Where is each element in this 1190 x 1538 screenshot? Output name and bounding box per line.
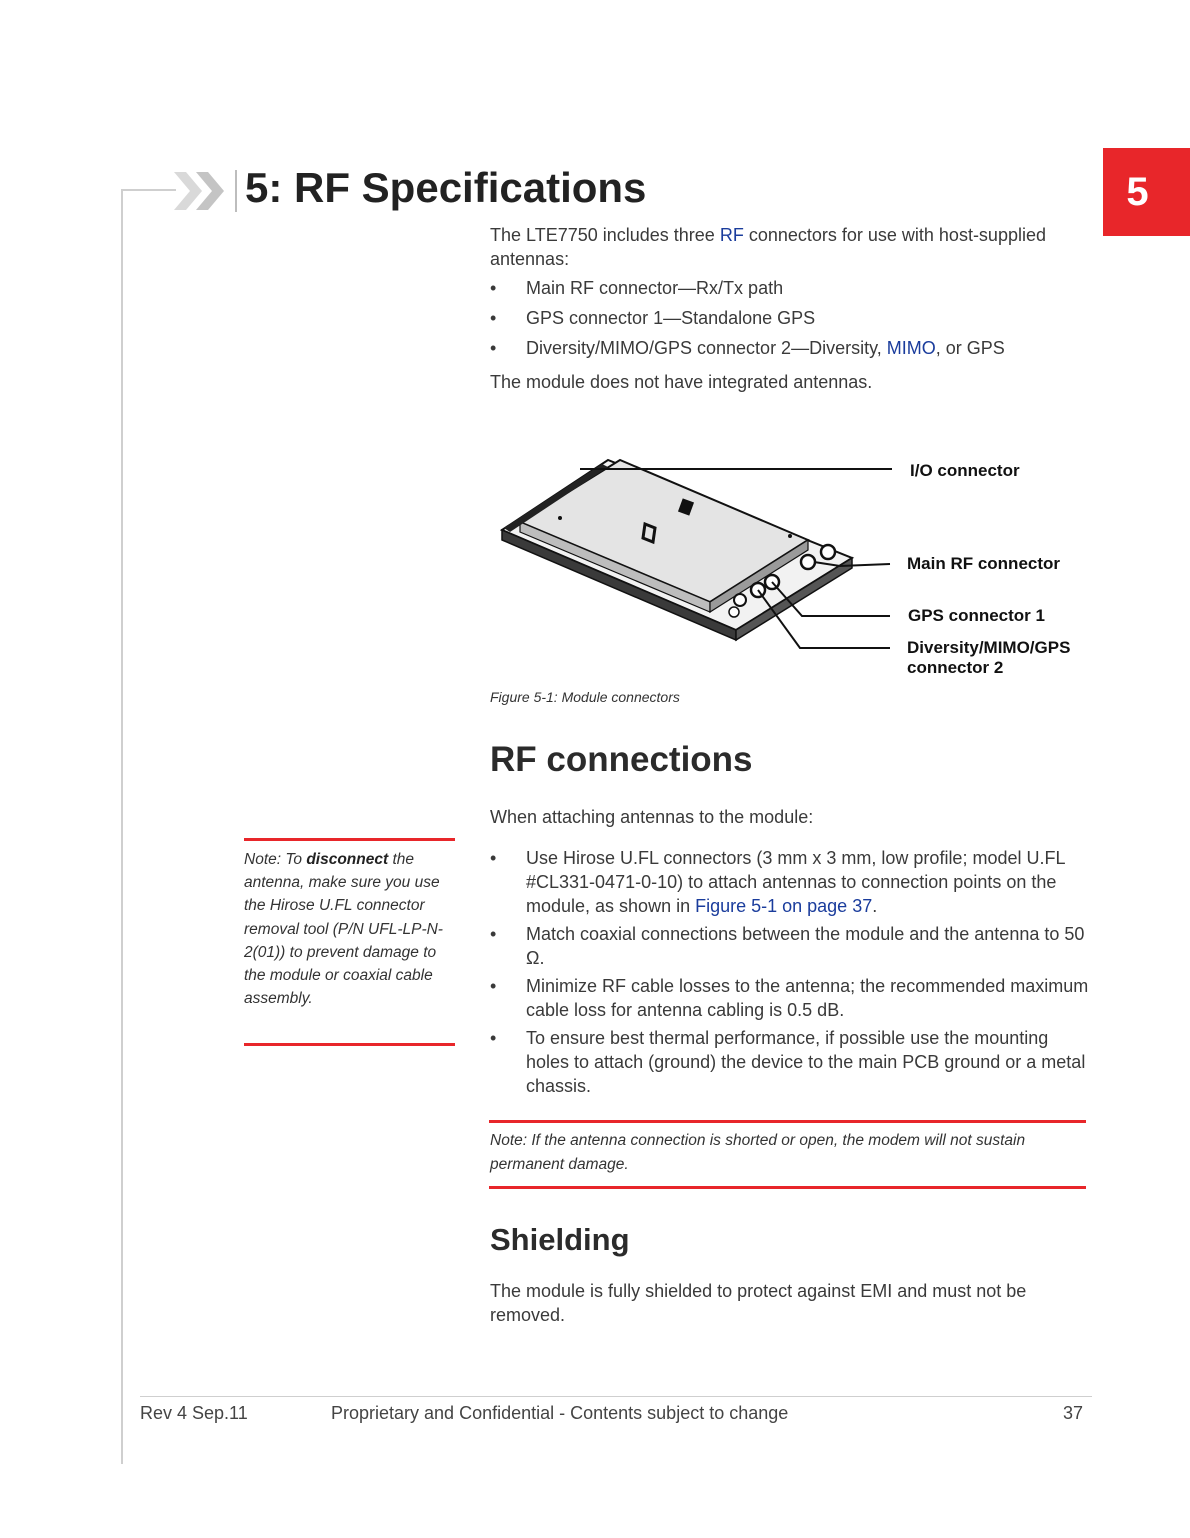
product-name: LTE7750 <box>526 225 598 245</box>
footer-rule <box>140 1396 1092 1397</box>
footer-revision: Rev 4 Sep.11 <box>140 1403 248 1423</box>
intro-paragraph <box>490 223 1090 271</box>
rf-connections-intro: When attaching antennas to the module: <box>490 807 814 827</box>
side-note <box>244 848 454 1010</box>
rf-connections-heading: RF connections <box>490 740 753 779</box>
note-top-rule <box>489 1120 1086 1123</box>
module-connectors-figure <box>490 440 1090 690</box>
gps-connector-1-callout: GPS connector 1 <box>908 606 1045 625</box>
list-item: • Match coaxial connections between the module and the antenna to 50 Ω. <box>490 922 1090 970</box>
note-text: the antenna, make sure you use the Hirose U.FL connector removal tool (P/N UFL-LP-N-2(01)) to prevent damage to the module or coaxial cable assembly. <box>244 851 443 1008</box>
intro-text: connectors for use with host-supplied antennas: <box>490 225 1046 269</box>
note-emphasis: disconnect <box>306 851 389 868</box>
note-text: Note: To <box>244 851 307 868</box>
shielding-paragraph: The module is fully shielded to protect against EMI and must not be removed. <box>490 1281 1027 1325</box>
list-item-text: , or GPS <box>935 338 1005 358</box>
list-item-text: Use Hirose U.FL connectors (3 mm x 3 mm, low profile; model U.FL #CL331-0471-0-10) to attach antennas to connection points on the module, as shown in <box>526 848 1065 916</box>
chapter-number-tab: 5 <box>1103 148 1190 236</box>
side-note-bottom-rule <box>244 1043 455 1046</box>
double-chevron-icon <box>172 168 232 214</box>
main-rf-connector-callout: Main RF connector <box>907 554 1061 573</box>
title-separator <box>235 170 237 212</box>
no-antenna-paragraph: The module does not have integrated antennas. <box>490 372 873 392</box>
list-item <box>490 336 1090 360</box>
rf-glossary-link[interactable]: RF <box>719 225 744 245</box>
list-item: • GPS connector 1—Standalone GPS <box>490 306 1090 330</box>
mimo-glossary-link[interactable]: MIMO <box>886 338 936 358</box>
connector-list <box>490 276 1090 366</box>
list-item-text: Diversity/MIMO/GPS connector 2—Diversity, <box>526 338 887 358</box>
side-note-top-rule <box>244 838 455 841</box>
figure-reference-link[interactable]: Figure 5-1 on page 37 <box>695 896 873 916</box>
page-number: 37 <box>1063 1403 1084 1423</box>
callout-line: connector 2 <box>907 658 1004 677</box>
list-item: • To ensure best thermal performance, if possible use the mounting holes to attach (ground) the device to the main PCB ground or a metal chassis. <box>490 1026 1090 1098</box>
shielding-heading: Shielding <box>490 1222 630 1257</box>
callout-line: Diversity/MIMO/GPS <box>907 638 1071 657</box>
footer-confidential: Proprietary and Confidential - Contents subject to change <box>331 1403 789 1423</box>
antenna-short-note: Note: If the antenna connection is shorted or open, the modem will not sustain permanent damage. <box>490 1132 1026 1173</box>
list-item-text: . <box>872 896 878 916</box>
title-leader-rule <box>121 189 176 191</box>
rf-connections-list <box>490 846 1090 1102</box>
note-bottom-rule <box>489 1186 1086 1189</box>
list-item: • Minimize RF cable losses to the antenna; the recommended maximum cable loss for antenna cabling is 0.5 dB. <box>490 974 1090 1022</box>
chapter-title: 5: RF Specifications <box>245 164 647 211</box>
left-margin-rule <box>121 189 123 1464</box>
intro-text: includes three <box>597 225 720 245</box>
figure-caption: Figure 5-1: Module connectors <box>490 689 680 705</box>
list-item: • Main RF connector—Rx/Tx path <box>490 276 1090 300</box>
list-item <box>490 846 1090 918</box>
io-connector-callout: I/O connector <box>910 461 1020 480</box>
diversity-connector-callout <box>907 638 1070 678</box>
intro-text: The <box>490 225 527 245</box>
